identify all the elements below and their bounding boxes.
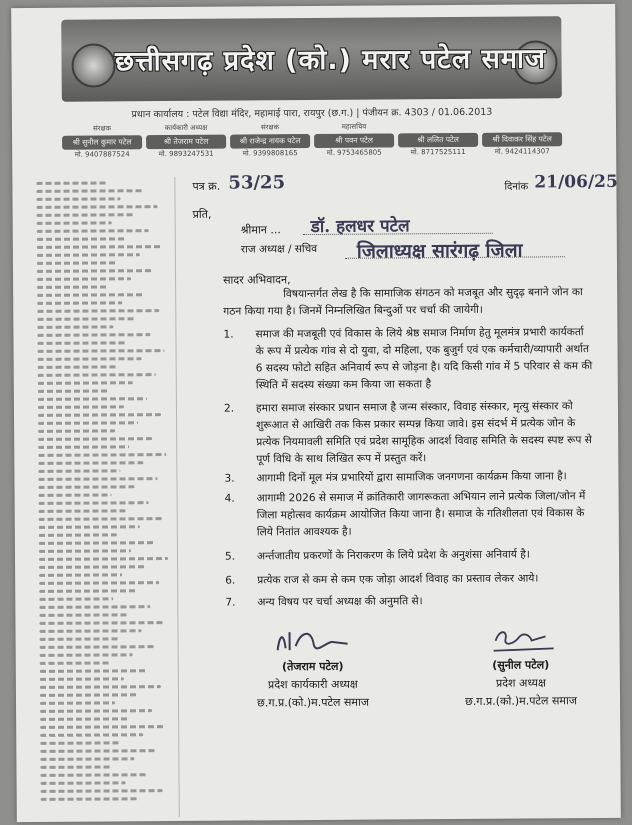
illegible-text-line [38,469,120,473]
illegible-text-line [38,397,147,401]
item-text: अन्य विषय पर चर्चा अध्यक्ष की अनुमति से। [257,595,423,609]
illegible-text-line [37,285,108,288]
ref-number: 53/25 [228,172,286,194]
officer-name: श्री दिवाकर सिंह पटेल [482,132,562,147]
list-item [223,324,593,395]
illegible-text-line [40,749,157,753]
illegible-text-line [37,261,117,265]
illegible-text-line [38,461,143,465]
officer-name: श्री पवन पटेल [314,133,394,148]
illegible-text-line [38,453,166,457]
illegible-text-line [37,325,113,329]
illegible-text-line [38,373,156,377]
illegible-text-line [39,597,113,601]
signatory-title: प्रदेश अध्यक्ष [495,676,546,690]
illegible-text-line [39,533,117,537]
officer-card [482,121,562,162]
letter-body [184,171,618,817]
illegible-text-line [39,565,145,569]
office-bearers-column [32,177,179,818]
officer-role: संरक्षक [260,123,280,132]
illegible-text-line [37,341,127,345]
signatory-org: छ.ग.प्र.(को.)म.पटेल समाज [257,695,370,710]
illegible-text-line [37,253,140,257]
illegible-text-line [38,349,165,353]
signature-scribble [227,623,397,658]
list-item [225,546,595,566]
illegible-text-line [37,277,131,281]
signature-block [227,623,398,712]
illegible-text-line [38,389,110,393]
item-text: आगामी 2026 से समाज में क्रांतिकारी जागरूकता अभियान लाने प्रत्येक जिला/जोन में जिला महोत्सव कार्यक्रम आयोजित किया जाना है। समाज के गतिशीलता एवं विकास के लिये नितांत आवश्यक है। [256,490,586,539]
recipient-role-label: राज अध्यक्ष / सचिव [240,242,318,256]
item-text: अर्न्तजातीय प्रकरणों के निराकरण के लिये प्रदेश के अनुशंसा अनिवार्य है। [256,548,530,563]
illegible-text-line [37,301,122,305]
illegible-text-line [39,589,136,593]
illegible-text-line [36,181,106,184]
illegible-text-line [39,485,135,489]
illegible-text-line [40,757,134,761]
officer-card [146,124,226,165]
illegible-text-line [40,717,129,721]
officer-name: श्री ललित पटेल [398,133,478,148]
list-item [225,488,595,542]
illegible-text-line [38,477,157,481]
officer-mobile: मो. 9399808165 [242,149,298,158]
illegible-text-line [38,413,161,417]
item-number: 4. [224,492,235,505]
signature-scribble [435,622,605,657]
officer-card [314,122,394,163]
illegible-text-line [38,381,133,385]
illegible-text-line [38,445,129,449]
officer-name: श्री तेजराम पटेल [146,135,226,150]
illegible-text-line [39,613,127,617]
illegible-text-line [37,309,159,313]
item-text: हमारा समाज संस्कार प्रधान समाज है जन्म संस्कार, विवाह संस्कार, मृत्यु संस्कार को शुरूआत से आखिरी तक किस प्रकार सम्पन्न किया जावे। इस संदर्भ में प्रत्येक जोन के प्रत्येक नियमावली समिति एवं प्रदेश सामूहिक आदर्श विवाह समिति के सदस्य स्पष्ट रूप से पूर्ण विधि के साथ लिखित रूप में प्रस्तुत करें। [255,400,592,466]
illegible-text-line [40,677,124,681]
illegible-text-line [40,709,152,713]
to-label: प्रति, [192,207,212,221]
illegible-text-line [40,629,142,633]
item-number: 2. [223,402,235,415]
illegible-text-line [40,725,166,729]
illegible-text-line [39,573,122,577]
illegible-text-line [37,229,149,233]
illegible-text-line [39,557,168,561]
illegible-text-line [37,317,136,321]
illegible-text-line [40,669,147,673]
illegible-text-line [38,429,115,433]
officer-card [230,123,310,164]
illegible-text-line [40,661,110,664]
list-item [225,592,595,612]
illegible-text-line [40,701,115,705]
item-number: 7. [225,596,236,609]
letterhead-banner [61,16,562,101]
item-number: 5. [224,550,236,563]
signatory-org: छ.ग.प्र.(को.)म.पटेल समाज [465,694,577,708]
illegible-text-line [36,197,120,201]
recipient-name: डॉ. हलधर पटेल [310,216,410,238]
illegible-text-line [40,645,156,649]
intro-paragraph: विषयान्तर्गत लेख है कि सामाजिक संगठन को मजबूत और सुदृढ़ बनाने जोन का गठन किया गया है। जिनमें निम्नलिखित बिन्दुओं पर चर्चा की जायेगी। [223,286,583,318]
item-number: 1. [223,328,234,341]
officer-mobile: मो. 8717525111 [410,147,466,157]
illegible-text-line [39,605,150,609]
office-address: प्रधान कार्यालय : पटेल विद्या मंदिर, महामाई पारा, रायपुर (छ.ग.) | पंजीयन क्र. 4303 / 01.06.2013 [131,106,493,121]
officer-name: श्री सुनील कुमार पटेल [62,135,142,150]
officer-name: श्री राजेन्द्र नायक पटेल [230,134,310,149]
greeting: सादर अभिवादन, [223,273,291,287]
date-value: 21/06/25 [534,171,618,193]
illegible-text-line [39,517,163,521]
illegible-text-line [39,621,164,625]
officer-role [398,122,478,133]
illegible-text-line [37,221,112,225]
illegible-text-line [39,501,149,505]
officer-mobile: मो. 9753465805 [326,148,382,157]
signatory-name: (सुनील पटेल) [492,658,550,672]
illegible-text-line [37,333,150,337]
illegible-text-line [40,637,119,641]
signature-block [435,622,606,711]
signatory-title: प्रदेश कार्यकारी अध्यक्ष [267,677,358,692]
illegible-text-line [41,773,149,777]
item-number: 6. [225,574,236,587]
illegible-text-line [40,741,120,745]
illegible-text-line [37,293,145,297]
illegible-text-line [41,797,140,801]
ref-label: पत्र क्र. [192,179,221,193]
illegible-text-line [40,685,161,689]
list-item [224,468,594,488]
illegible-text-line [39,581,159,585]
letter-sheet [11,4,621,822]
officer-role [482,121,562,132]
officer-mobile: मो. 9407887524 [74,150,130,159]
illegible-text-line [39,541,154,545]
officers-row [62,121,562,168]
officer-card [398,122,478,163]
illegible-text-line [36,189,143,193]
officer-role: संरक्षक [92,124,112,133]
officer-role: महासचिव [341,122,367,131]
illegible-text-line [39,509,126,513]
org-name: छत्तीसगढ़ प्रदेश (को.) मरार पटेल समाज [114,43,547,78]
item-text: समाज की मजबूती एवं विकास के लिये श्रेष्ठ समाज निर्माण हेतु मूलमंत्र प्रभारी कार्यकर्ता के रूप में प्रत्येक गांव से दो युवा, दो महिला, एक बुजुर्ग एवं एक कर्मचारी/व्यापारी अर्थात 6 सदस्य फोटो सहित अनिवार्य रूप से जोड़ना है। यदि किसी गांव में 5 परिवार से कम की स्थिति में सदस्य संख्या कम किया जा सकता है [255,326,593,392]
signatory-name: (तेजराम पटेल) [281,659,344,674]
illegible-text-line [38,365,119,369]
officer-mobile: मो. 9893247531 [158,149,214,159]
list-item [224,398,594,469]
illegible-text-line [40,693,138,697]
illegible-text-line [40,765,111,768]
illegible-text-line [37,205,158,209]
illegible-text-line [37,245,163,249]
illegible-text-line [41,789,163,793]
illegible-text-line [37,237,126,241]
illegible-text-line [38,421,138,425]
recipient-district: जिलाध्यक्ष सारंगढ़ जिला [356,239,523,263]
illegible-text-line [37,269,154,273]
illegible-text-line [38,357,142,361]
illegible-text-line [41,781,126,785]
date-label: दिनांक [504,181,529,193]
officer-role: कार्यकारी अध्यक्ष [164,123,208,133]
officer-mobile: मो. 9424114307 [494,147,550,156]
salutation-prefix: श्रीमान ... [240,223,281,237]
illegible-text-line [39,493,112,497]
illegible-text-line [37,213,135,217]
illegible-text-line [38,405,124,409]
illegible-text-line [39,525,140,529]
illegible-text-line [38,437,152,441]
item-text: आगामी दिनों मूल मंत्र प्रभारियों द्वारा सामाजिक जनगणना कार्यक्रम किया जाना है। [256,470,567,485]
item-text: प्रत्येक राज से कम से कम एक जोड़ा आदर्श विवाह का प्रस्ताव लेकर आये। [257,572,539,587]
item-number: 3. [224,472,235,485]
officer-card [62,124,142,165]
list-item [225,570,595,590]
illegible-text-line [40,733,143,737]
illegible-text-line [40,653,133,657]
illegible-text-line [39,549,131,553]
